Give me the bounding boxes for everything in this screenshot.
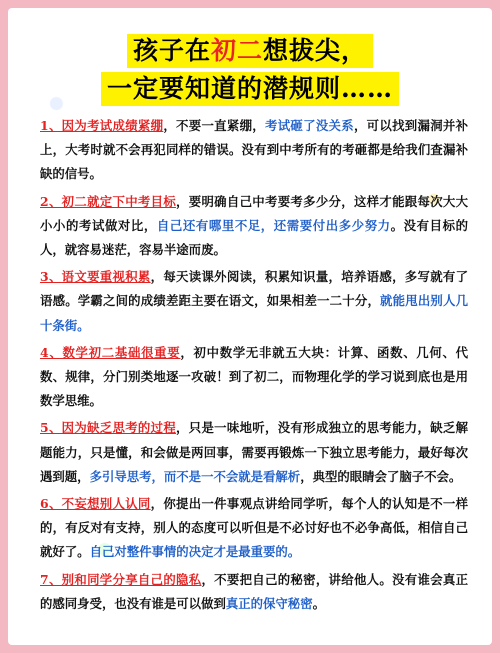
tip-text: ，不要一直紧绷， xyxy=(163,118,265,133)
tip-heading: 1、因为考试成绩紧绷 xyxy=(40,118,164,133)
title-block xyxy=(8,34,492,110)
tip-text: 。 xyxy=(312,595,325,611)
tip-heading: 5、因为缺乏思考的过程 xyxy=(40,420,177,436)
tip-text: 就能甩出别人几十条街。 xyxy=(40,293,469,333)
tip-text: ，不要把自己的秘密，讲给他人。没有谁会真正的感同身受，也没有谁是可以做到 xyxy=(40,571,469,611)
tip-text: ，初中数学无非就五大块：计算、函数、几何、代数、规律，分门别类地逐一攻破！到了初二，而物理化学的学习说到底也是用数学思维。 xyxy=(40,344,469,409)
tip-text: 多引导思考，而不是一不会就是看解析 xyxy=(89,468,301,484)
page-frame xyxy=(8,8,492,645)
tip-item-6 xyxy=(40,492,468,565)
tip-heading: 4、数学初二基础很重要 xyxy=(40,344,181,360)
tip-text: ，你提出一件事观点讲给同学听，每个人的认知是不一样的，有反对有支持，别人的态度可以听但是不必讨好也不必争高低，相信自己就好了。 xyxy=(40,496,468,560)
tip-item-7 xyxy=(40,568,468,616)
tip-item-1 xyxy=(40,114,468,187)
tip-item-4 xyxy=(40,341,468,414)
tip-heading: 6、不妄想别人认同 xyxy=(40,496,151,512)
tip-item-2 xyxy=(40,190,468,263)
title-line-1: 孩子在初二想拔尖， xyxy=(127,34,373,68)
tip-item-5 xyxy=(40,416,468,489)
tip-text: 考试砸了没关系 xyxy=(265,118,354,133)
tip-text: 自己还有哪里不足，还需要付出多少努力 xyxy=(156,217,391,233)
tips-list xyxy=(40,114,468,619)
tip-heading: 2、初二就定下中考目标 xyxy=(40,193,177,209)
tip-item-3 xyxy=(40,265,468,338)
tip-text: ，要明确自己中考要考多少分，这样才能跟每次大大小小的考试做对比， xyxy=(40,193,469,233)
title-line-2: 一定要知道的潜规则…… xyxy=(101,72,399,106)
tip-text: 真正的保守秘密 xyxy=(225,595,313,611)
tip-heading: 7、别和同学分享自己的隐私 xyxy=(40,571,202,587)
tip-text: 自己对整件事情的决定才是最重要的。 xyxy=(89,544,301,560)
tip-text: ，只是一味地听，没有形成独立的思考能力，缺乏解题能力，只是懂，和会做是两回事，需要再锻炼一下独立思考能力，最好每次遇到题， xyxy=(40,420,469,484)
tip-text: ，典型的眼睛会了脑子不会。 xyxy=(300,468,462,484)
tip-text: 。没有目标的人，就容易迷茫，容易半途而废。 xyxy=(40,217,469,258)
tip-text: ，可以找到漏洞并补上，大考时就不会再犯同样的错误。没有到中考所有的考砸都是给我们查漏补缺的信号。 xyxy=(40,118,469,182)
tip-heading: 3、语文要重视积累 xyxy=(40,269,151,285)
tip-text: ，每天读课外阅读，积累知识量，培养语感，多写就有了语感。学霸之间的成绩差距主要在语文，如果相差一二十分， xyxy=(40,269,468,309)
